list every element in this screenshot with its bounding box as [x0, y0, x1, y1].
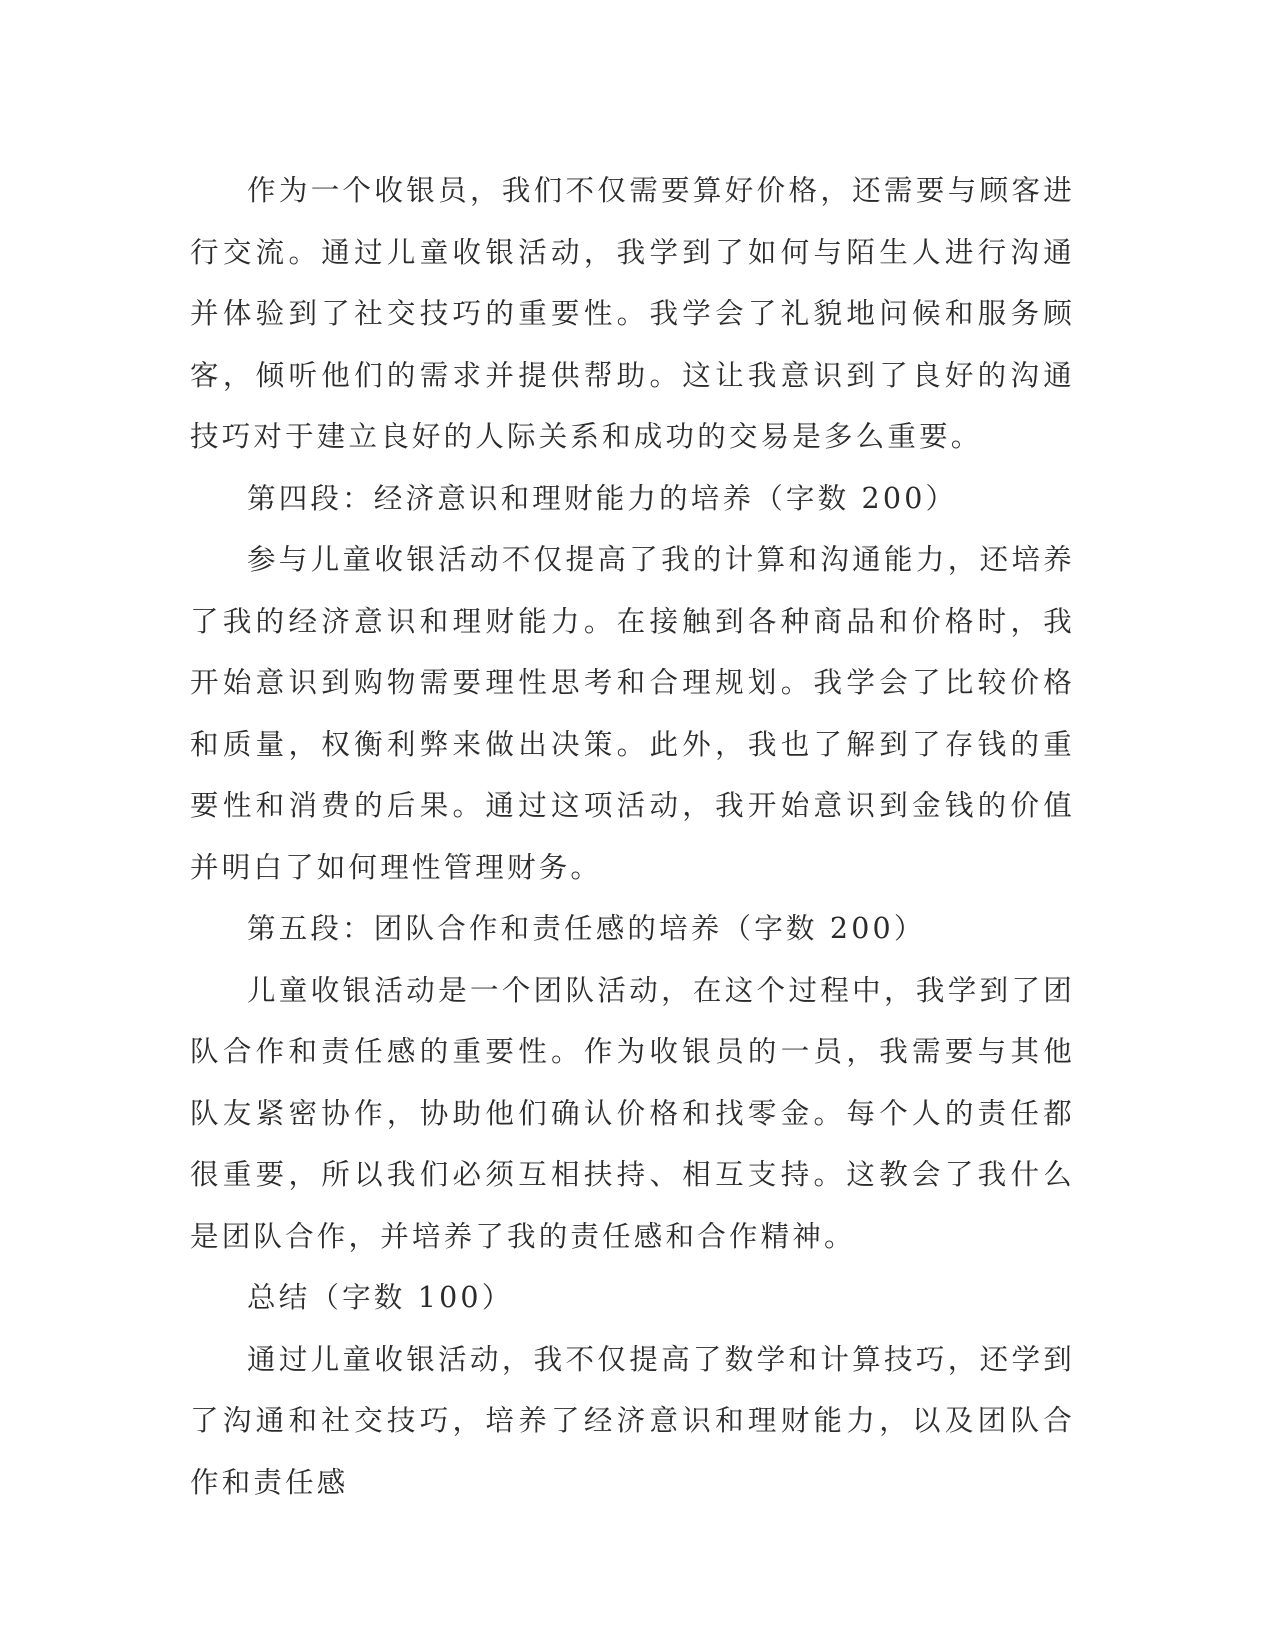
- section-heading-summary: 总结（字数 100）: [247, 1281, 514, 1314]
- paragraph-summary: 通过儿童收银活动，我不仅提高了数学和计算技巧，还学到了沟通和社交技巧，培养了经济意识和理财能力，以及团队合作和责任感: [190, 1342, 1075, 1499]
- section-heading-5: 第五段：团队合作和责任感的培养（字数 200）: [247, 912, 926, 945]
- section-heading-4: 第四段：经济意识和理财能力的培养（字数 200）: [247, 481, 958, 515]
- paragraph-communication-skills: 作为一个收银员，我们不仅需要算好价格，还需要与顾客进行交流。通过儿童收银活动，我学到了如何与陌生人进行沟通并体验到了社交技巧的重要性。我学会了礼貌地问候和服务顾客，倾听他们的需求并提供帮助。这让我意识到了良好的沟通技巧对于建立良好的人际关系和成功的交易是多么重要。: [190, 174, 1075, 453]
- paragraph-teamwork: 儿童收银活动是一个团队活动，在这个过程中，我学到了团队合作和责任感的重要性。作为收银员的一员，我需要与其他队友紧密协作，协助他们确认价格和找零金。每个人的责任都很重要，所以我们必须互相扶持、相互支持。这教会了我什么是团队合作，并培养了我的责任感和合作精神。: [190, 973, 1075, 1253]
- document-body: [190, 160, 1075, 1513]
- paragraph-financial-awareness: 参与儿童收银活动不仅提高了我的计算和沟通能力，还培养了我的经济意识和理财能力。在接触到各种商品和价格时，我开始意识到购物需要理性思考和合理规划。我学会了比较价格和质量，权衡利弊来做出决策。此外，我也了解到了存钱的重要性和消费的后果。通过这项活动，我开始意识到金钱的价值并明白了如何理性管理财务。: [190, 543, 1075, 884]
